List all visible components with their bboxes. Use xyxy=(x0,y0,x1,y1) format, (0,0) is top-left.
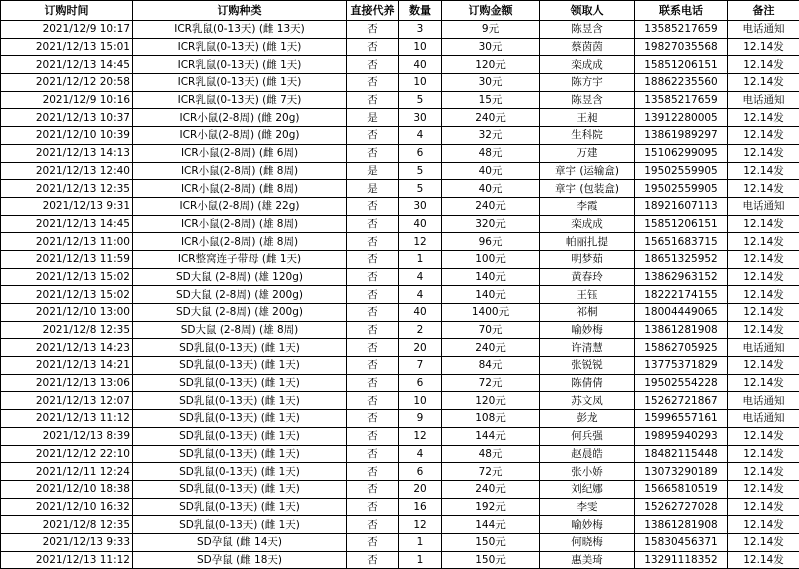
order-type-cell[interactable]: SD乳鼠(0-13天) (雌 1天) xyxy=(133,392,347,410)
amount-cell[interactable]: 108元 xyxy=(442,410,540,428)
table-row xyxy=(1,304,799,322)
amount-cell[interactable]: 144元 xyxy=(442,427,540,445)
recipient-cell[interactable]: 栾成成 xyxy=(540,56,635,74)
recipient-cell[interactable]: 黄春玲 xyxy=(540,268,635,286)
header-direct-care[interactable]: 直接代养 xyxy=(347,1,399,21)
quantity-cell[interactable]: 5 xyxy=(399,91,442,109)
remark-cell[interactable]: 12.14发 xyxy=(728,498,799,516)
remark-cell[interactable]: 12.14发 xyxy=(728,321,799,339)
header-amount[interactable]: 订购金额 xyxy=(442,1,540,21)
recipient-cell[interactable]: 刘纪娜 xyxy=(540,480,635,498)
amount-cell[interactable]: 48元 xyxy=(442,144,540,162)
header-remark[interactable]: 备注 xyxy=(728,1,799,21)
order-time-cell[interactable]: 2021/12/13 12:07 xyxy=(1,392,133,410)
recipient-cell[interactable]: 陈方宇 xyxy=(540,74,635,92)
order-time-cell[interactable]: 2021/12/13 12:40 xyxy=(1,162,133,180)
order-time-cell[interactable]: 2021/12/13 14:45 xyxy=(1,56,133,74)
order-type-cell[interactable]: SD大鼠 (2-8周) (雄 8周) xyxy=(133,321,347,339)
remark-cell[interactable]: 12.14发 xyxy=(728,551,799,569)
order-time-cell[interactable]: 2021/12/12 22:10 xyxy=(1,445,133,463)
order-type-cell[interactable]: ICR乳鼠(0-13天) (雌 7天) xyxy=(133,91,347,109)
direct-care-cell[interactable]: 否 xyxy=(347,392,399,410)
phone-cell[interactable]: 15262727028 xyxy=(635,498,728,516)
recipient-cell[interactable]: 彭龙 xyxy=(540,410,635,428)
table-row xyxy=(1,21,799,39)
order-type-cell[interactable]: ICR小鼠(2-8周) (雌 20g) xyxy=(133,127,347,145)
remark-cell[interactable]: 电话通知 xyxy=(728,21,799,39)
table-row xyxy=(1,127,799,145)
direct-care-cell[interactable]: 否 xyxy=(347,268,399,286)
amount-cell[interactable]: 192元 xyxy=(442,498,540,516)
remark-cell[interactable]: 12.14发 xyxy=(728,463,799,481)
recipient-cell[interactable]: 章宇 (包装盒) xyxy=(540,180,635,198)
phone-cell[interactable]: 13861989297 xyxy=(635,127,728,145)
recipient-cell[interactable]: 栾成成 xyxy=(540,215,635,233)
order-time-cell[interactable]: 2021/12/13 15:01 xyxy=(1,38,133,56)
direct-care-cell[interactable]: 否 xyxy=(347,480,399,498)
direct-care-cell[interactable]: 否 xyxy=(347,286,399,304)
direct-care-cell[interactable]: 否 xyxy=(347,498,399,516)
order-time-cell[interactable]: 2021/12/12 20:58 xyxy=(1,74,133,92)
amount-cell[interactable]: 72元 xyxy=(442,463,540,481)
table-row xyxy=(1,74,799,92)
quantity-cell[interactable]: 1 xyxy=(399,533,442,551)
table-row xyxy=(1,197,799,215)
order-type-cell[interactable]: ICR乳鼠(0-13天) (雌 1天) xyxy=(133,56,347,74)
amount-cell[interactable]: 40元 xyxy=(442,180,540,198)
quantity-cell[interactable]: 4 xyxy=(399,268,442,286)
table-row xyxy=(1,339,799,357)
phone-cell[interactable]: 15851206151 xyxy=(635,56,728,74)
quantity-cell[interactable]: 12 xyxy=(399,427,442,445)
header-recipient[interactable]: 领取人 xyxy=(540,1,635,21)
phone-cell[interactable]: 19895940293 xyxy=(635,427,728,445)
order-type-cell[interactable]: SD大鼠 (2-8周) (雄 120g) xyxy=(133,268,347,286)
phone-cell[interactable]: 15665810519 xyxy=(635,480,728,498)
amount-cell[interactable]: 150元 xyxy=(442,533,540,551)
quantity-cell[interactable]: 40 xyxy=(399,304,442,322)
header-order-type[interactable]: 订购种类 xyxy=(133,1,347,21)
phone-cell[interactable]: 13775371829 xyxy=(635,357,728,375)
recipient-cell[interactable]: 赵晨皓 xyxy=(540,445,635,463)
order-type-cell[interactable]: ICR整窝连子带母 (雌 1天) xyxy=(133,250,347,268)
recipient-cell[interactable]: 陈昱含 xyxy=(540,21,635,39)
amount-cell[interactable]: 240元 xyxy=(442,197,540,215)
direct-care-cell[interactable]: 否 xyxy=(347,463,399,481)
amount-cell[interactable]: 15元 xyxy=(442,91,540,109)
direct-care-cell[interactable]: 否 xyxy=(347,427,399,445)
direct-care-cell[interactable]: 否 xyxy=(347,38,399,56)
table-row xyxy=(1,445,799,463)
remark-cell[interactable]: 12.14发 xyxy=(728,109,799,127)
quantity-cell[interactable]: 6 xyxy=(399,144,442,162)
amount-cell[interactable]: 96元 xyxy=(442,233,540,251)
direct-care-cell[interactable]: 否 xyxy=(347,445,399,463)
recipient-cell[interactable]: 章宇 (运输盒) xyxy=(540,162,635,180)
order-type-cell[interactable]: ICR乳鼠(0-13天) (雌 13天) xyxy=(133,21,347,39)
direct-care-cell[interactable]: 否 xyxy=(347,321,399,339)
order-type-cell[interactable]: ICR小鼠(2-8周) (雌 20g) xyxy=(133,109,347,127)
table-row xyxy=(1,268,799,286)
order-type-cell[interactable]: SD孕鼠 (雌 14天) xyxy=(133,533,347,551)
amount-cell[interactable]: 84元 xyxy=(442,357,540,375)
order-time-cell[interactable]: 2021/12/10 18:38 xyxy=(1,480,133,498)
phone-cell[interactable]: 13585217659 xyxy=(635,21,728,39)
order-type-cell[interactable]: ICR乳鼠(0-13天) (雌 1天) xyxy=(133,38,347,56)
quantity-cell[interactable]: 10 xyxy=(399,38,442,56)
order-time-cell[interactable]: 2021/12/8 12:35 xyxy=(1,516,133,534)
phone-cell[interactable]: 15651683715 xyxy=(635,233,728,251)
order-time-cell[interactable]: 2021/12/13 15:02 xyxy=(1,268,133,286)
table-row xyxy=(1,144,799,162)
amount-cell[interactable]: 120元 xyxy=(442,392,540,410)
quantity-cell[interactable]: 40 xyxy=(399,56,442,74)
table-row xyxy=(1,463,799,481)
phone-cell[interactable]: 15262721867 xyxy=(635,392,728,410)
recipient-cell[interactable]: 喻妙梅 xyxy=(540,321,635,339)
remark-cell[interactable]: 12.14发 xyxy=(728,56,799,74)
order-type-cell[interactable]: ICR小鼠(2-8周) (雌 8周) xyxy=(133,162,347,180)
phone-cell[interactable]: 15106299095 xyxy=(635,144,728,162)
table-row xyxy=(1,233,799,251)
amount-cell[interactable]: 150元 xyxy=(442,551,540,569)
table-row xyxy=(1,38,799,56)
phone-cell[interactable]: 13861281908 xyxy=(635,516,728,534)
phone-cell[interactable]: 18862235560 xyxy=(635,74,728,92)
remark-cell[interactable]: 12.14发 xyxy=(728,304,799,322)
phone-cell[interactable]: 19502554228 xyxy=(635,374,728,392)
direct-care-cell[interactable]: 否 xyxy=(347,74,399,92)
remark-cell[interactable]: 12.14发 xyxy=(728,374,799,392)
table-row xyxy=(1,286,799,304)
remark-cell[interactable]: 12.14发 xyxy=(728,445,799,463)
phone-cell[interactable]: 18222174155 xyxy=(635,286,728,304)
phone-cell[interactable]: 15830456371 xyxy=(635,533,728,551)
order-type-cell[interactable]: ICR小鼠(2-8周) (雄 22g) xyxy=(133,197,347,215)
quantity-cell[interactable]: 30 xyxy=(399,197,442,215)
amount-cell[interactable]: 240元 xyxy=(442,339,540,357)
recipient-cell[interactable]: 惠美琦 xyxy=(540,551,635,569)
order-time-cell[interactable]: 2021/12/13 10:37 xyxy=(1,109,133,127)
phone-cell[interactable]: 18921607113 xyxy=(635,197,728,215)
recipient-cell[interactable]: 张锐锐 xyxy=(540,357,635,375)
amount-cell[interactable]: 40元 xyxy=(442,162,540,180)
table-row xyxy=(1,392,799,410)
order-time-cell[interactable]: 2021/12/9 10:16 xyxy=(1,91,133,109)
remark-cell[interactable]: 12.14发 xyxy=(728,38,799,56)
phone-cell[interactable]: 19502559905 xyxy=(635,180,728,198)
remark-cell[interactable]: 12.14发 xyxy=(728,427,799,445)
order-time-cell[interactable]: 2021/12/13 9:31 xyxy=(1,197,133,215)
recipient-cell[interactable]: 蔡茵茵 xyxy=(540,38,635,56)
order-type-cell[interactable]: ICR小鼠(2-8周) (雄 8周) xyxy=(133,215,347,233)
direct-care-cell[interactable]: 是 xyxy=(347,162,399,180)
order-time-cell[interactable]: 2021/12/13 11:00 xyxy=(1,233,133,251)
amount-cell[interactable]: 9元 xyxy=(442,21,540,39)
order-type-cell[interactable]: SD乳鼠(0-13天) (雌 1天) xyxy=(133,339,347,357)
direct-care-cell[interactable]: 否 xyxy=(347,215,399,233)
order-type-cell[interactable]: SD乳鼠(0-13天) (雌 1天) xyxy=(133,498,347,516)
order-time-cell[interactable]: 2021/12/13 9:33 xyxy=(1,533,133,551)
header-phone[interactable]: 联系电话 xyxy=(635,1,728,21)
recipient-cell[interactable]: 王钰 xyxy=(540,286,635,304)
quantity-cell[interactable]: 12 xyxy=(399,516,442,534)
phone-cell[interactable]: 18482115448 xyxy=(635,445,728,463)
quantity-cell[interactable]: 6 xyxy=(399,374,442,392)
quantity-cell[interactable]: 10 xyxy=(399,74,442,92)
recipient-cell[interactable]: 李霞 xyxy=(540,197,635,215)
header-row xyxy=(1,1,799,21)
remark-cell[interactable]: 12.14发 xyxy=(728,357,799,375)
order-type-cell[interactable]: ICR小鼠(2-8周) (雌 8周) xyxy=(133,180,347,198)
phone-cell[interactable]: 15851206151 xyxy=(635,215,728,233)
order-time-cell[interactable]: 2021/12/13 8:39 xyxy=(1,427,133,445)
remark-cell[interactable]: 电话通知 xyxy=(728,392,799,410)
order-type-cell[interactable]: SD乳鼠(0-13天) (雌 1天) xyxy=(133,410,347,428)
quantity-cell[interactable]: 5 xyxy=(399,180,442,198)
phone-cell[interactable]: 18651325952 xyxy=(635,250,728,268)
amount-cell[interactable]: 100元 xyxy=(442,250,540,268)
amount-cell[interactable]: 144元 xyxy=(442,516,540,534)
table-row xyxy=(1,215,799,233)
phone-cell[interactable]: 15996557161 xyxy=(635,410,728,428)
quantity-cell[interactable]: 9 xyxy=(399,410,442,428)
remark-cell[interactable]: 12.14发 xyxy=(728,215,799,233)
header-order-time[interactable]: 订购时间 xyxy=(1,1,133,21)
direct-care-cell[interactable]: 否 xyxy=(347,91,399,109)
table-row xyxy=(1,56,799,74)
order-type-cell[interactable]: SD乳鼠(0-13天) (雌 1天) xyxy=(133,445,347,463)
remark-cell[interactable]: 电话通知 xyxy=(728,197,799,215)
remark-cell[interactable]: 12.14发 xyxy=(728,268,799,286)
order-type-cell[interactable]: SD乳鼠(0-13天) (雌 1天) xyxy=(133,427,347,445)
direct-care-cell[interactable]: 否 xyxy=(347,357,399,375)
quantity-cell[interactable]: 3 xyxy=(399,21,442,39)
table-row xyxy=(1,250,799,268)
direct-care-cell[interactable]: 是 xyxy=(347,109,399,127)
quantity-cell[interactable]: 1 xyxy=(399,250,442,268)
direct-care-cell[interactable]: 否 xyxy=(347,56,399,74)
amount-cell[interactable]: 70元 xyxy=(442,321,540,339)
remark-cell[interactable]: 12.14发 xyxy=(728,533,799,551)
remark-cell[interactable]: 12.14发 xyxy=(728,480,799,498)
quantity-cell[interactable]: 12 xyxy=(399,233,442,251)
quantity-cell[interactable]: 10 xyxy=(399,392,442,410)
table-row xyxy=(1,357,799,375)
amount-cell[interactable]: 140元 xyxy=(442,268,540,286)
order-type-cell[interactable]: SD乳鼠(0-13天) (雌 1天) xyxy=(133,357,347,375)
order-type-cell[interactable]: ICR小鼠(2-8周) (雌 6周) xyxy=(133,144,347,162)
remark-cell[interactable]: 12.14发 xyxy=(728,127,799,145)
order-type-cell[interactable]: SD乳鼠(0-13天) (雌 1天) xyxy=(133,480,347,498)
order-time-cell[interactable]: 2021/12/9 10:17 xyxy=(1,21,133,39)
direct-care-cell[interactable]: 否 xyxy=(347,374,399,392)
order-time-cell[interactable]: 2021/12/13 15:02 xyxy=(1,286,133,304)
quantity-cell[interactable]: 4 xyxy=(399,127,442,145)
quantity-cell[interactable]: 6 xyxy=(399,463,442,481)
direct-care-cell[interactable]: 否 xyxy=(347,516,399,534)
remark-cell[interactable]: 电话通知 xyxy=(728,410,799,428)
order-time-cell[interactable]: 2021/12/13 13:06 xyxy=(1,374,133,392)
order-type-cell[interactable]: SD孕鼠 (雌 18天) xyxy=(133,551,347,569)
table-row xyxy=(1,533,799,551)
phone-cell[interactable]: 15862705925 xyxy=(635,339,728,357)
table-row xyxy=(1,374,799,392)
direct-care-cell[interactable]: 否 xyxy=(347,339,399,357)
order-time-cell[interactable]: 2021/12/10 16:32 xyxy=(1,498,133,516)
phone-cell[interactable]: 13862963152 xyxy=(635,268,728,286)
order-type-cell[interactable]: SD乳鼠(0-13天) (雌 1天) xyxy=(133,463,347,481)
amount-cell[interactable]: 240元 xyxy=(442,109,540,127)
phone-cell[interactable]: 13073290189 xyxy=(635,463,728,481)
phone-cell[interactable]: 13291118352 xyxy=(635,551,728,569)
direct-care-cell[interactable]: 否 xyxy=(347,21,399,39)
direct-care-cell[interactable]: 否 xyxy=(347,144,399,162)
recipient-cell[interactable]: 陈倩倩 xyxy=(540,374,635,392)
direct-care-cell[interactable]: 否 xyxy=(347,250,399,268)
order-time-cell[interactable]: 2021/12/13 11:12 xyxy=(1,551,133,569)
order-type-cell[interactable]: SD大鼠 (2-8周) (雄 200g) xyxy=(133,304,347,322)
order-type-cell[interactable]: SD大鼠 (2-8周) (雄 200g) xyxy=(133,286,347,304)
direct-care-cell[interactable]: 否 xyxy=(347,233,399,251)
order-time-cell[interactable]: 2021/12/10 13:00 xyxy=(1,304,133,322)
recipient-cell[interactable]: 帕丽扎提 xyxy=(540,233,635,251)
amount-cell[interactable]: 120元 xyxy=(442,56,540,74)
order-type-cell[interactable]: SD乳鼠(0-13天) (雌 1天) xyxy=(133,374,347,392)
quantity-cell[interactable]: 5 xyxy=(399,162,442,180)
remark-cell[interactable]: 12.14发 xyxy=(728,250,799,268)
order-time-cell[interactable]: 2021/12/13 14:21 xyxy=(1,357,133,375)
amount-cell[interactable]: 30元 xyxy=(442,38,540,56)
remark-cell[interactable]: 电话通知 xyxy=(728,339,799,357)
recipient-cell[interactable]: 何晓梅 xyxy=(540,533,635,551)
table-row xyxy=(1,321,799,339)
table-row xyxy=(1,410,799,428)
order-type-cell[interactable]: ICR乳鼠(0-13天) (雌 1天) xyxy=(133,74,347,92)
quantity-cell[interactable]: 1 xyxy=(399,551,442,569)
table-row xyxy=(1,162,799,180)
amount-cell[interactable]: 240元 xyxy=(442,480,540,498)
table-row xyxy=(1,480,799,498)
amount-cell[interactable]: 1400元 xyxy=(442,304,540,322)
recipient-cell[interactable]: 何兵强 xyxy=(540,427,635,445)
recipient-cell[interactable]: 生科院 xyxy=(540,127,635,145)
order-time-cell[interactable]: 2021/12/11 12:24 xyxy=(1,463,133,481)
table-row xyxy=(1,498,799,516)
amount-cell[interactable]: 320元 xyxy=(442,215,540,233)
phone-cell[interactable]: 13861281908 xyxy=(635,321,728,339)
order-type-cell[interactable]: ICR小鼠(2-8周) (雄 8周) xyxy=(133,233,347,251)
direct-care-cell[interactable]: 是 xyxy=(347,180,399,198)
table-body xyxy=(1,21,799,569)
table-row xyxy=(1,91,799,109)
quantity-cell[interactable]: 20 xyxy=(399,480,442,498)
recipient-cell[interactable]: 王昶 xyxy=(540,109,635,127)
order-time-cell[interactable]: 2021/12/13 14:23 xyxy=(1,339,133,357)
table-row xyxy=(1,109,799,127)
quantity-cell[interactable]: 40 xyxy=(399,215,442,233)
direct-care-cell[interactable]: 否 xyxy=(347,410,399,428)
remark-cell[interactable]: 12.14发 xyxy=(728,162,799,180)
order-time-cell[interactable]: 2021/12/13 11:12 xyxy=(1,410,133,428)
header-quantity[interactable]: 数量 xyxy=(399,1,442,21)
table-row xyxy=(1,427,799,445)
direct-care-cell[interactable]: 否 xyxy=(347,304,399,322)
remark-cell[interactable]: 12.14发 xyxy=(728,180,799,198)
recipient-cell[interactable]: 明梦茹 xyxy=(540,250,635,268)
recipient-cell[interactable]: 张小娇 xyxy=(540,463,635,481)
recipient-cell[interactable]: 祁桐 xyxy=(540,304,635,322)
order-time-cell[interactable]: 2021/12/13 14:13 xyxy=(1,144,133,162)
table-row xyxy=(1,516,799,534)
phone-cell[interactable]: 19827035568 xyxy=(635,38,728,56)
quantity-cell[interactable]: 2 xyxy=(399,321,442,339)
order-time-cell[interactable]: 2021/12/10 10:39 xyxy=(1,127,133,145)
amount-cell[interactable]: 32元 xyxy=(442,127,540,145)
phone-cell[interactable]: 13912280005 xyxy=(635,109,728,127)
recipient-cell[interactable]: 苏文凤 xyxy=(540,392,635,410)
recipient-cell[interactable]: 喻妙梅 xyxy=(540,516,635,534)
table-row xyxy=(1,180,799,198)
quantity-cell[interactable]: 4 xyxy=(399,445,442,463)
order-time-cell[interactable]: 2021/12/13 12:35 xyxy=(1,180,133,198)
amount-cell[interactable]: 30元 xyxy=(442,74,540,92)
remark-cell[interactable]: 12.14发 xyxy=(728,286,799,304)
amount-cell[interactable]: 140元 xyxy=(442,286,540,304)
phone-cell[interactable]: 18004449065 xyxy=(635,304,728,322)
table-row xyxy=(1,551,799,569)
remark-cell[interactable]: 12.14发 xyxy=(728,144,799,162)
recipient-cell[interactable]: 万建 xyxy=(540,144,635,162)
recipient-cell[interactable]: 李雯 xyxy=(540,498,635,516)
remark-cell[interactable]: 12.14发 xyxy=(728,516,799,534)
quantity-cell[interactable]: 7 xyxy=(399,357,442,375)
phone-cell[interactable]: 19502559905 xyxy=(635,162,728,180)
remark-cell[interactable]: 电话通知 xyxy=(728,91,799,109)
direct-care-cell[interactable]: 否 xyxy=(347,197,399,215)
direct-care-cell[interactable]: 否 xyxy=(347,551,399,569)
recipient-cell[interactable]: 陈昱含 xyxy=(540,91,635,109)
amount-cell[interactable]: 48元 xyxy=(442,445,540,463)
remark-cell[interactable]: 12.14发 xyxy=(728,74,799,92)
quantity-cell[interactable]: 20 xyxy=(399,339,442,357)
quantity-cell[interactable]: 16 xyxy=(399,498,442,516)
order-time-cell[interactable]: 2021/12/8 12:35 xyxy=(1,321,133,339)
quantity-cell[interactable]: 4 xyxy=(399,286,442,304)
direct-care-cell[interactable]: 否 xyxy=(347,533,399,551)
order-time-cell[interactable]: 2021/12/13 11:59 xyxy=(1,250,133,268)
recipient-cell[interactable]: 许清慧 xyxy=(540,339,635,357)
remark-cell[interactable]: 12.14发 xyxy=(728,233,799,251)
amount-cell[interactable]: 72元 xyxy=(442,374,540,392)
order-time-cell[interactable]: 2021/12/13 14:45 xyxy=(1,215,133,233)
phone-cell[interactable]: 13585217659 xyxy=(635,91,728,109)
order-type-cell[interactable]: SD乳鼠(0-13天) (雌 1天) xyxy=(133,516,347,534)
quantity-cell[interactable]: 30 xyxy=(399,109,442,127)
direct-care-cell[interactable]: 否 xyxy=(347,127,399,145)
